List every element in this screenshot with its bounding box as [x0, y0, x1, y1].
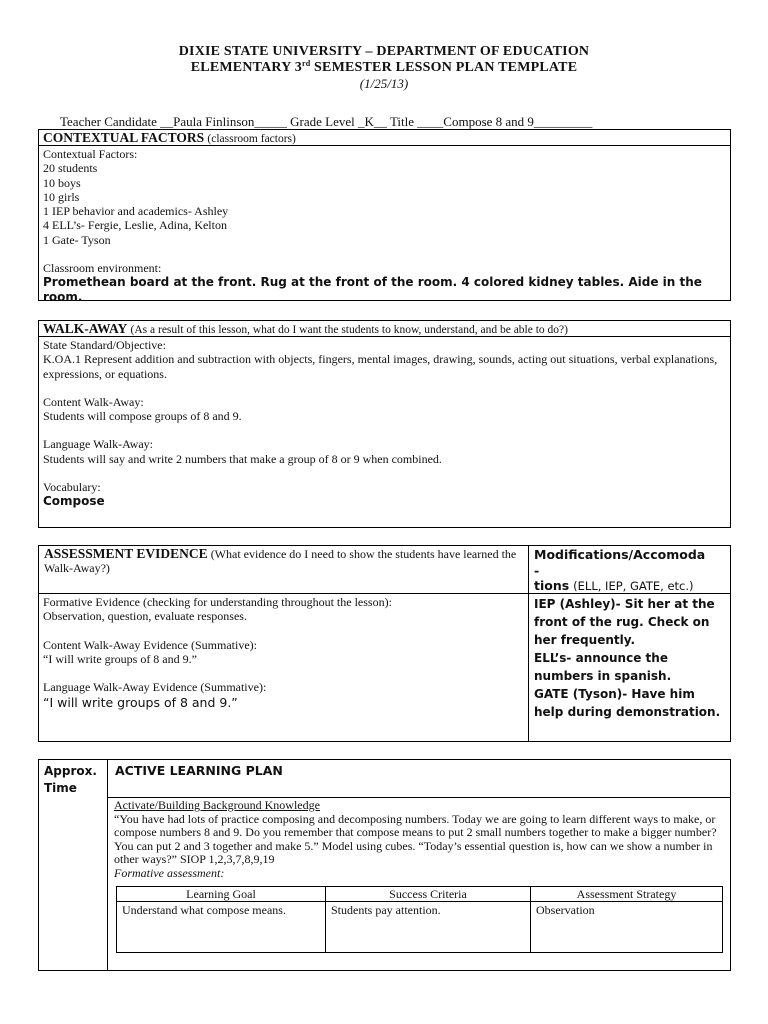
learning-goal-table	[116, 886, 723, 953]
university-title: DIXIE STATE UNIVERSITY – DEPARTMENT OF EDUCATION	[178, 44, 590, 59]
table-header: Assessment Strategy	[531, 887, 723, 902]
template-title: ELEMENTARY 3rd SEMESTER LESSON PLAN TEMPLATE	[190, 59, 578, 75]
activate-background-block	[108, 798, 730, 881]
contextual-factors-body	[39, 146, 730, 306]
activate-label: Activate/Building Background Knowledge	[114, 798, 320, 812]
contextual-factors-section	[38, 129, 731, 305]
assessment-evidence-section	[38, 545, 731, 742]
modifications-column	[529, 546, 730, 741]
assessment-evidence-column	[39, 546, 529, 741]
modification-line: front of the rug. Check on	[534, 615, 710, 629]
document-header	[0, 44, 768, 92]
contextual-item: 1 Gate- Tyson	[43, 232, 111, 247]
table-cell: Students pay attention.	[326, 902, 531, 953]
grade-label: Grade Level	[290, 114, 355, 129]
content-walkaway-value: Students will compose groups of 8 and 9.	[43, 409, 242, 424]
candidate-value: __Paula Finlinson_____	[160, 114, 287, 129]
grade-value: _K__	[358, 114, 387, 129]
table-header: Learning Goal	[117, 887, 326, 902]
walk-away-section	[38, 320, 731, 528]
approx-time-heading: Approx. Time	[44, 764, 97, 795]
activate-text: “You have had lots of practice composing and decomposing numbers. Today we are going to learn different ways to make, or compose numbers 8 and 9. Do you remember that compose means to put 2 small numbers together to make a bigger number? You can put 2 and 3 together and make 5.” Model using cubes. “Today’s essential question is, how can we show a number in other ways?” SIOP 1,2,3,7,8,9,19	[114, 811, 717, 866]
language-evidence-label: Language Walk-Away Evidence (Summative):	[43, 680, 267, 695]
content-walkaway-label: Content Walk-Away:	[43, 394, 144, 409]
contextual-item: 10 girls	[43, 189, 80, 204]
contextual-item: 4 ELL’s- Fergie, Leslie, Adina, Kelton	[43, 218, 227, 233]
title-label: Title	[389, 114, 415, 129]
vocabulary-label: Vocabulary:	[43, 480, 101, 495]
modification-line: help during demonstration.	[534, 705, 721, 719]
teacher-info-row	[60, 114, 740, 129]
content-evidence-value: “I will write groups of 8 and 9.”	[43, 651, 197, 666]
modification-line: ELL’s- announce the	[534, 651, 668, 665]
title-value: ____Compose 8 and 9_________	[417, 114, 593, 129]
active-learning-section	[38, 759, 731, 971]
environment-label: Classroom environment:	[43, 261, 162, 276]
standard-value: K.OA.1 Represent addition and subtraction with objects, fingers, mental images, drawing, sounds, acting out situations, verbal explanations, expressions, or equations.	[43, 352, 718, 381]
standard-label: State Standard/Objective:	[43, 338, 166, 352]
walk-away-body	[39, 337, 730, 510]
approx-time-column	[39, 760, 108, 970]
environment-value: Promethean board at the front. Rug at the front of the room. 4 colored kidney tables. Aide in the room.	[43, 275, 702, 305]
active-learning-heading: ACTIVE LEARNING PLAN	[108, 760, 730, 798]
language-walkaway-value: Students will say and write 2 numbers that make a group of 8 or 9 when combined.	[43, 451, 442, 466]
modification-line: numbers in spanish.	[534, 669, 672, 683]
assessment-evidence-heading: ASSESSMENT EVIDENCE (What evidence do I need to show the students have learned the Walk-Away?)	[39, 546, 528, 594]
contextual-item: 10 boys	[43, 175, 81, 190]
table-cell: Observation	[531, 902, 723, 953]
language-walkaway-label: Language Walk-Away:	[43, 437, 154, 452]
assessment-evidence-body	[39, 594, 528, 712]
template-date: (1/25/13)	[359, 76, 409, 91]
modifications-body	[529, 594, 730, 722]
content-evidence-label: Content Walk-Away Evidence (Summative):	[43, 637, 257, 652]
table-cell: Understand what compose means.	[117, 902, 326, 953]
modification-line: GATE (Tyson)- Have him	[534, 687, 695, 701]
vocabulary-value: Compose	[43, 494, 105, 509]
formative-evidence-label: Formative Evidence (checking for understanding throughout the lesson):	[43, 595, 392, 609]
table-header: Success Criteria	[326, 887, 531, 902]
contextual-factors-label: Contextual Factors:	[43, 147, 138, 161]
contextual-factors-heading: CONTEXTUAL FACTORS (classroom factors)	[39, 130, 730, 146]
modification-line: her frequently.	[534, 633, 635, 647]
contextual-item: 1 IEP behavior and academics- Ashley	[43, 204, 229, 219]
formative-assessment-label: Formative assessment:	[114, 865, 225, 880]
table-row	[117, 902, 723, 953]
modification-line: IEP (Ashley)- Sit her at the	[534, 597, 715, 611]
language-evidence-value: “I will write groups of 8 and 9.”	[43, 695, 238, 711]
walk-away-heading: WALK-AWAY (As a result of this lesson, what do I want the students to know, understand, and be able to do?)	[39, 321, 730, 337]
contextual-item: 20 students	[43, 161, 98, 176]
modifications-heading: Modifications/Accomoda - tions (ELL, IEP, GATE, etc.)	[529, 546, 730, 594]
formative-evidence-value: Observation, question, evaluate responses.	[43, 609, 247, 624]
candidate-label: Teacher Candidate	[60, 114, 157, 129]
